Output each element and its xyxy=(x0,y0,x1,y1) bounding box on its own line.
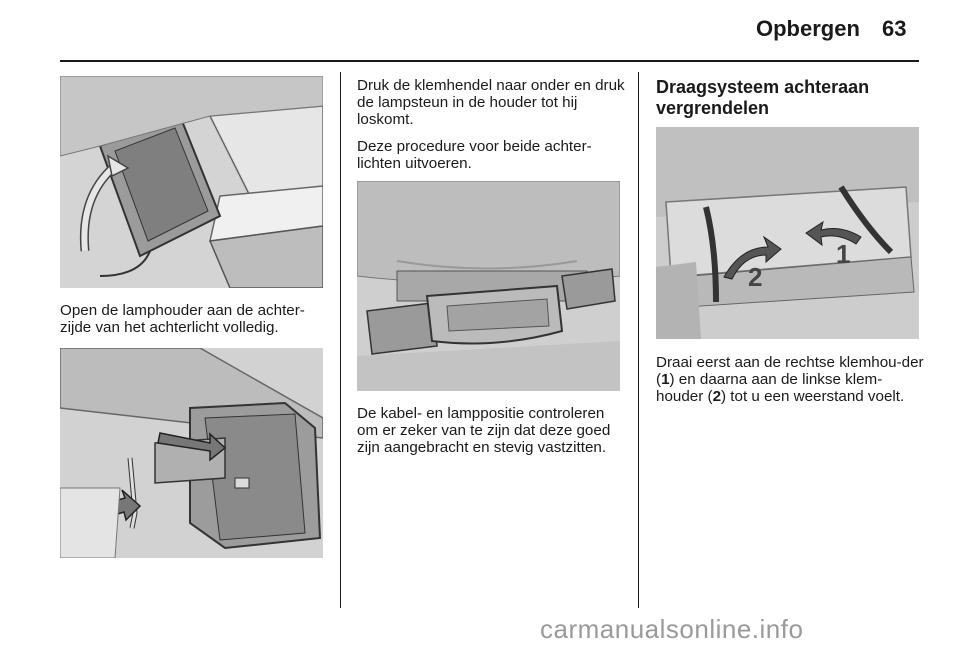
caption-text-3: ) tot u een weerstand voelt. xyxy=(721,388,905,405)
page-number: 63 xyxy=(882,16,907,41)
label-2: 2 xyxy=(748,262,763,292)
column-divider-right xyxy=(638,72,639,608)
watermark: carmanualsonline.info xyxy=(540,614,804,644)
caption-bold-1: 1 xyxy=(661,371,670,388)
col1-caption: Open de lamphouder aan de achter-zijde van het achterlicht volledig. xyxy=(60,302,305,336)
header-rule xyxy=(60,60,919,62)
col3-caption xyxy=(656,354,926,405)
figure-rear-carrier xyxy=(357,181,620,391)
col2-caption: De kabel- en lamppositie controleren om er zeker van te zijn dat deze goed zijn aangebracht en stevig vastzitten. xyxy=(357,405,611,456)
col2-paragraph-1: Druk de klemhendel naar onder en druk de lampsteun in de houder tot hij loskomt. xyxy=(357,77,625,128)
col2-paragraph-2: Deze procedure voor beide achter-lichten uitvoeren. xyxy=(357,138,592,172)
label-1: 1 xyxy=(836,239,851,269)
figure-carrier-lock-levers xyxy=(656,127,919,339)
caption-text-1: Draai eerst aan de rechtse klemhou-der ( xyxy=(656,354,924,388)
page-header-title: Opbergen xyxy=(756,16,860,41)
section-heading: Draagsysteem achteraan vergrendelen xyxy=(656,77,870,118)
figure-lamp-holder-open xyxy=(60,76,323,288)
figure-lamp-support-release xyxy=(60,348,323,558)
caption-text-2: ) en daarna aan de linkse klem-houder ( xyxy=(656,371,883,405)
column-divider-left xyxy=(340,72,341,608)
caption-bold-2: 2 xyxy=(712,388,722,405)
